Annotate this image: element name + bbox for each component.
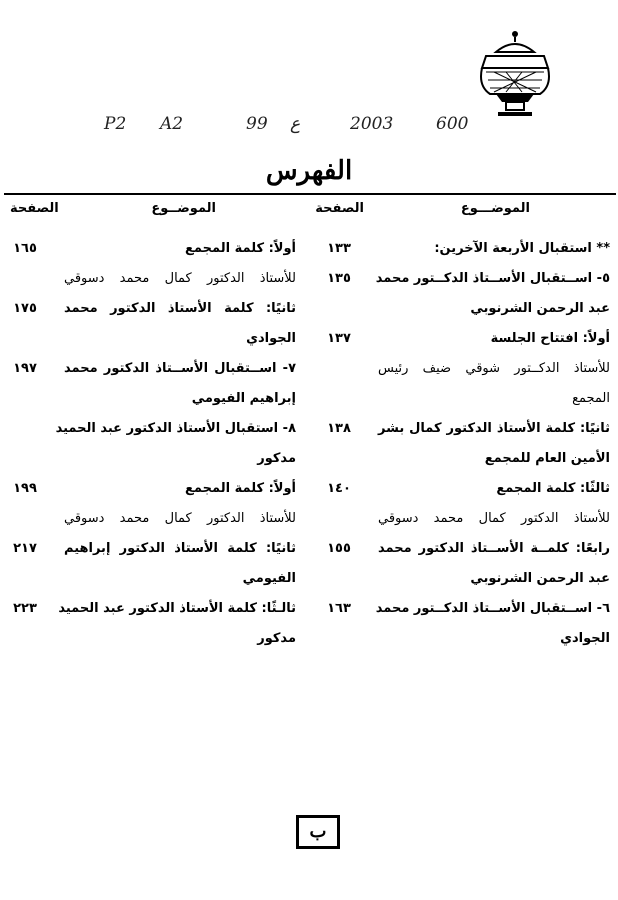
toc-entry-page: ١٣٥ <box>327 271 351 286</box>
toc-entry-text: أولاً: كلمة المجمع <box>185 481 296 496</box>
toc-entry <box>314 324 610 354</box>
toc-entry-text: ثالـثًا: كلمة الأستاذ الدكتور عبد الحميد <box>58 601 296 616</box>
right-topic-header: الموضـــوع <box>460 201 530 216</box>
toc-entry-page: ١٧٥ <box>13 301 37 316</box>
handwritten-mark-4: ع <box>290 114 301 134</box>
toc-entry <box>314 534 610 564</box>
toc-entry-page: ١٣٨ <box>327 421 351 436</box>
toc-entry-text: أولاً: افتتاح الجلسة <box>490 331 610 346</box>
toc-entry-text: ٦- اســتقبال الأســتاذ الدكــتور محمد <box>375 601 610 616</box>
toc-entry-page: ١٤٠ <box>327 481 351 496</box>
toc-entry-page: ٢٢٣ <box>13 601 37 616</box>
toc-entry <box>314 594 610 624</box>
toc-entry <box>314 564 610 594</box>
toc-entry <box>314 264 610 294</box>
toc-entry-text: ثانيًا: كلمة الأستاذ الدكتور كمال بشر <box>378 421 610 436</box>
toc-entry-text: ثالثًا: كلمة المجمع <box>496 481 610 496</box>
toc-entry <box>314 414 610 444</box>
toc-entry <box>0 534 296 564</box>
toc-entry <box>0 324 296 354</box>
right-page-header: الصفحة <box>315 201 364 216</box>
toc-entry-page: ٢١٧ <box>13 541 37 556</box>
handwritten-mark-3: 99 <box>246 114 268 134</box>
academy-emblem-icon <box>476 28 554 123</box>
toc-entry <box>0 444 296 474</box>
toc-entry-text: ٥- اســتقبال الأســتاذ الدكــتور محمد <box>375 271 610 286</box>
toc-entry-text: ** استقبال الأربعة الآخرين: <box>434 241 610 256</box>
toc-entry <box>0 624 296 654</box>
toc-entry <box>314 234 610 264</box>
toc-entry-text: المجمع <box>572 391 610 406</box>
handwritten-mark-6: 600 <box>436 114 469 134</box>
handwritten-mark-5: 2003 <box>350 114 394 134</box>
toc-entry <box>0 384 296 414</box>
toc-entry-text: إبراهيم الفيومي <box>191 391 296 406</box>
toc-entry-text: الأمين العام للمجمع <box>484 451 610 466</box>
toc-entry <box>314 354 610 384</box>
toc-entry <box>314 504 610 534</box>
page-title: الفهرس <box>265 156 353 186</box>
toc-entry-text: الفيومي <box>242 571 296 586</box>
toc-entry-page: ١٣٧ <box>327 331 351 346</box>
toc-entry-page: ١٩٧ <box>13 361 37 376</box>
toc-entry-text: عبد الرحمن الشرنوبي <box>470 301 610 316</box>
toc-entry-page: ١٣٣ <box>327 241 351 256</box>
toc-entry-page: ١٦٣ <box>327 601 351 616</box>
toc-entry-text: للأستاذ الدكتور كمال محمد دسوقي <box>378 511 610 526</box>
toc-entry <box>0 264 296 294</box>
toc-right-column <box>314 234 610 654</box>
toc-entry <box>0 354 296 384</box>
header-divider <box>4 193 616 195</box>
handwritten-mark-1: P2 <box>104 114 127 134</box>
toc-entry <box>314 384 610 414</box>
toc-entry <box>314 294 610 324</box>
toc-entry-text: ثانيًا: كلمة الأستاذ الدكتور إبراهيم <box>64 541 296 556</box>
toc-entry-text: مدكور <box>257 451 296 466</box>
toc-entry <box>0 414 296 444</box>
toc-entry <box>0 234 296 264</box>
toc-entry <box>314 474 610 504</box>
toc-entry-page: ١٥٥ <box>327 541 351 556</box>
handwritten-mark-2: A2 <box>160 114 184 134</box>
toc-entry <box>0 474 296 504</box>
toc-entry <box>0 594 296 624</box>
toc-entry-text: للأستاذ الدكــتور شوقي ضيف رئيس <box>378 361 610 376</box>
toc-left-column <box>0 234 296 654</box>
toc-entry-text: رابعًا: كلمــة الأســتاذ الدكتور محمد <box>378 541 610 556</box>
page-number: ب <box>296 815 340 849</box>
toc-entry <box>314 444 610 474</box>
toc-entry-text: للأستاذ الدكتور كمال محمد دسوقي <box>64 511 296 526</box>
toc-entry <box>0 564 296 594</box>
toc-entry-page: ١٦٥ <box>13 241 37 256</box>
toc-entry-text: للأستاذ الدكتور كمال محمد دسوقي <box>64 271 296 286</box>
toc-entry-text: عبد الرحمن الشرنوبي <box>470 571 610 586</box>
toc-entry-page: ١٩٩ <box>13 481 37 496</box>
toc-entry-text: ٨- استقبال الأستاذ الدكتور عبد الحميد <box>55 421 296 436</box>
toc-entry <box>0 504 296 534</box>
toc-entry <box>0 294 296 324</box>
toc-entry-text: مدكور <box>257 631 296 646</box>
toc-entry-text: الجوادي <box>560 631 610 646</box>
left-page-header: الصفحة <box>10 201 59 216</box>
toc-entry-text: ثانيًا: كلمة الأستاذ الدكتور محمد <box>64 301 296 316</box>
toc-entry-text: ٧- اســتقبال الأســتاذ الدكتور محمد <box>64 361 296 376</box>
toc-entry-text: أولاً: كلمة المجمع <box>185 241 296 256</box>
left-topic-header: الموضــوع <box>151 201 216 216</box>
toc-entry <box>314 624 610 654</box>
toc-entry-text: الجوادي <box>246 331 296 346</box>
